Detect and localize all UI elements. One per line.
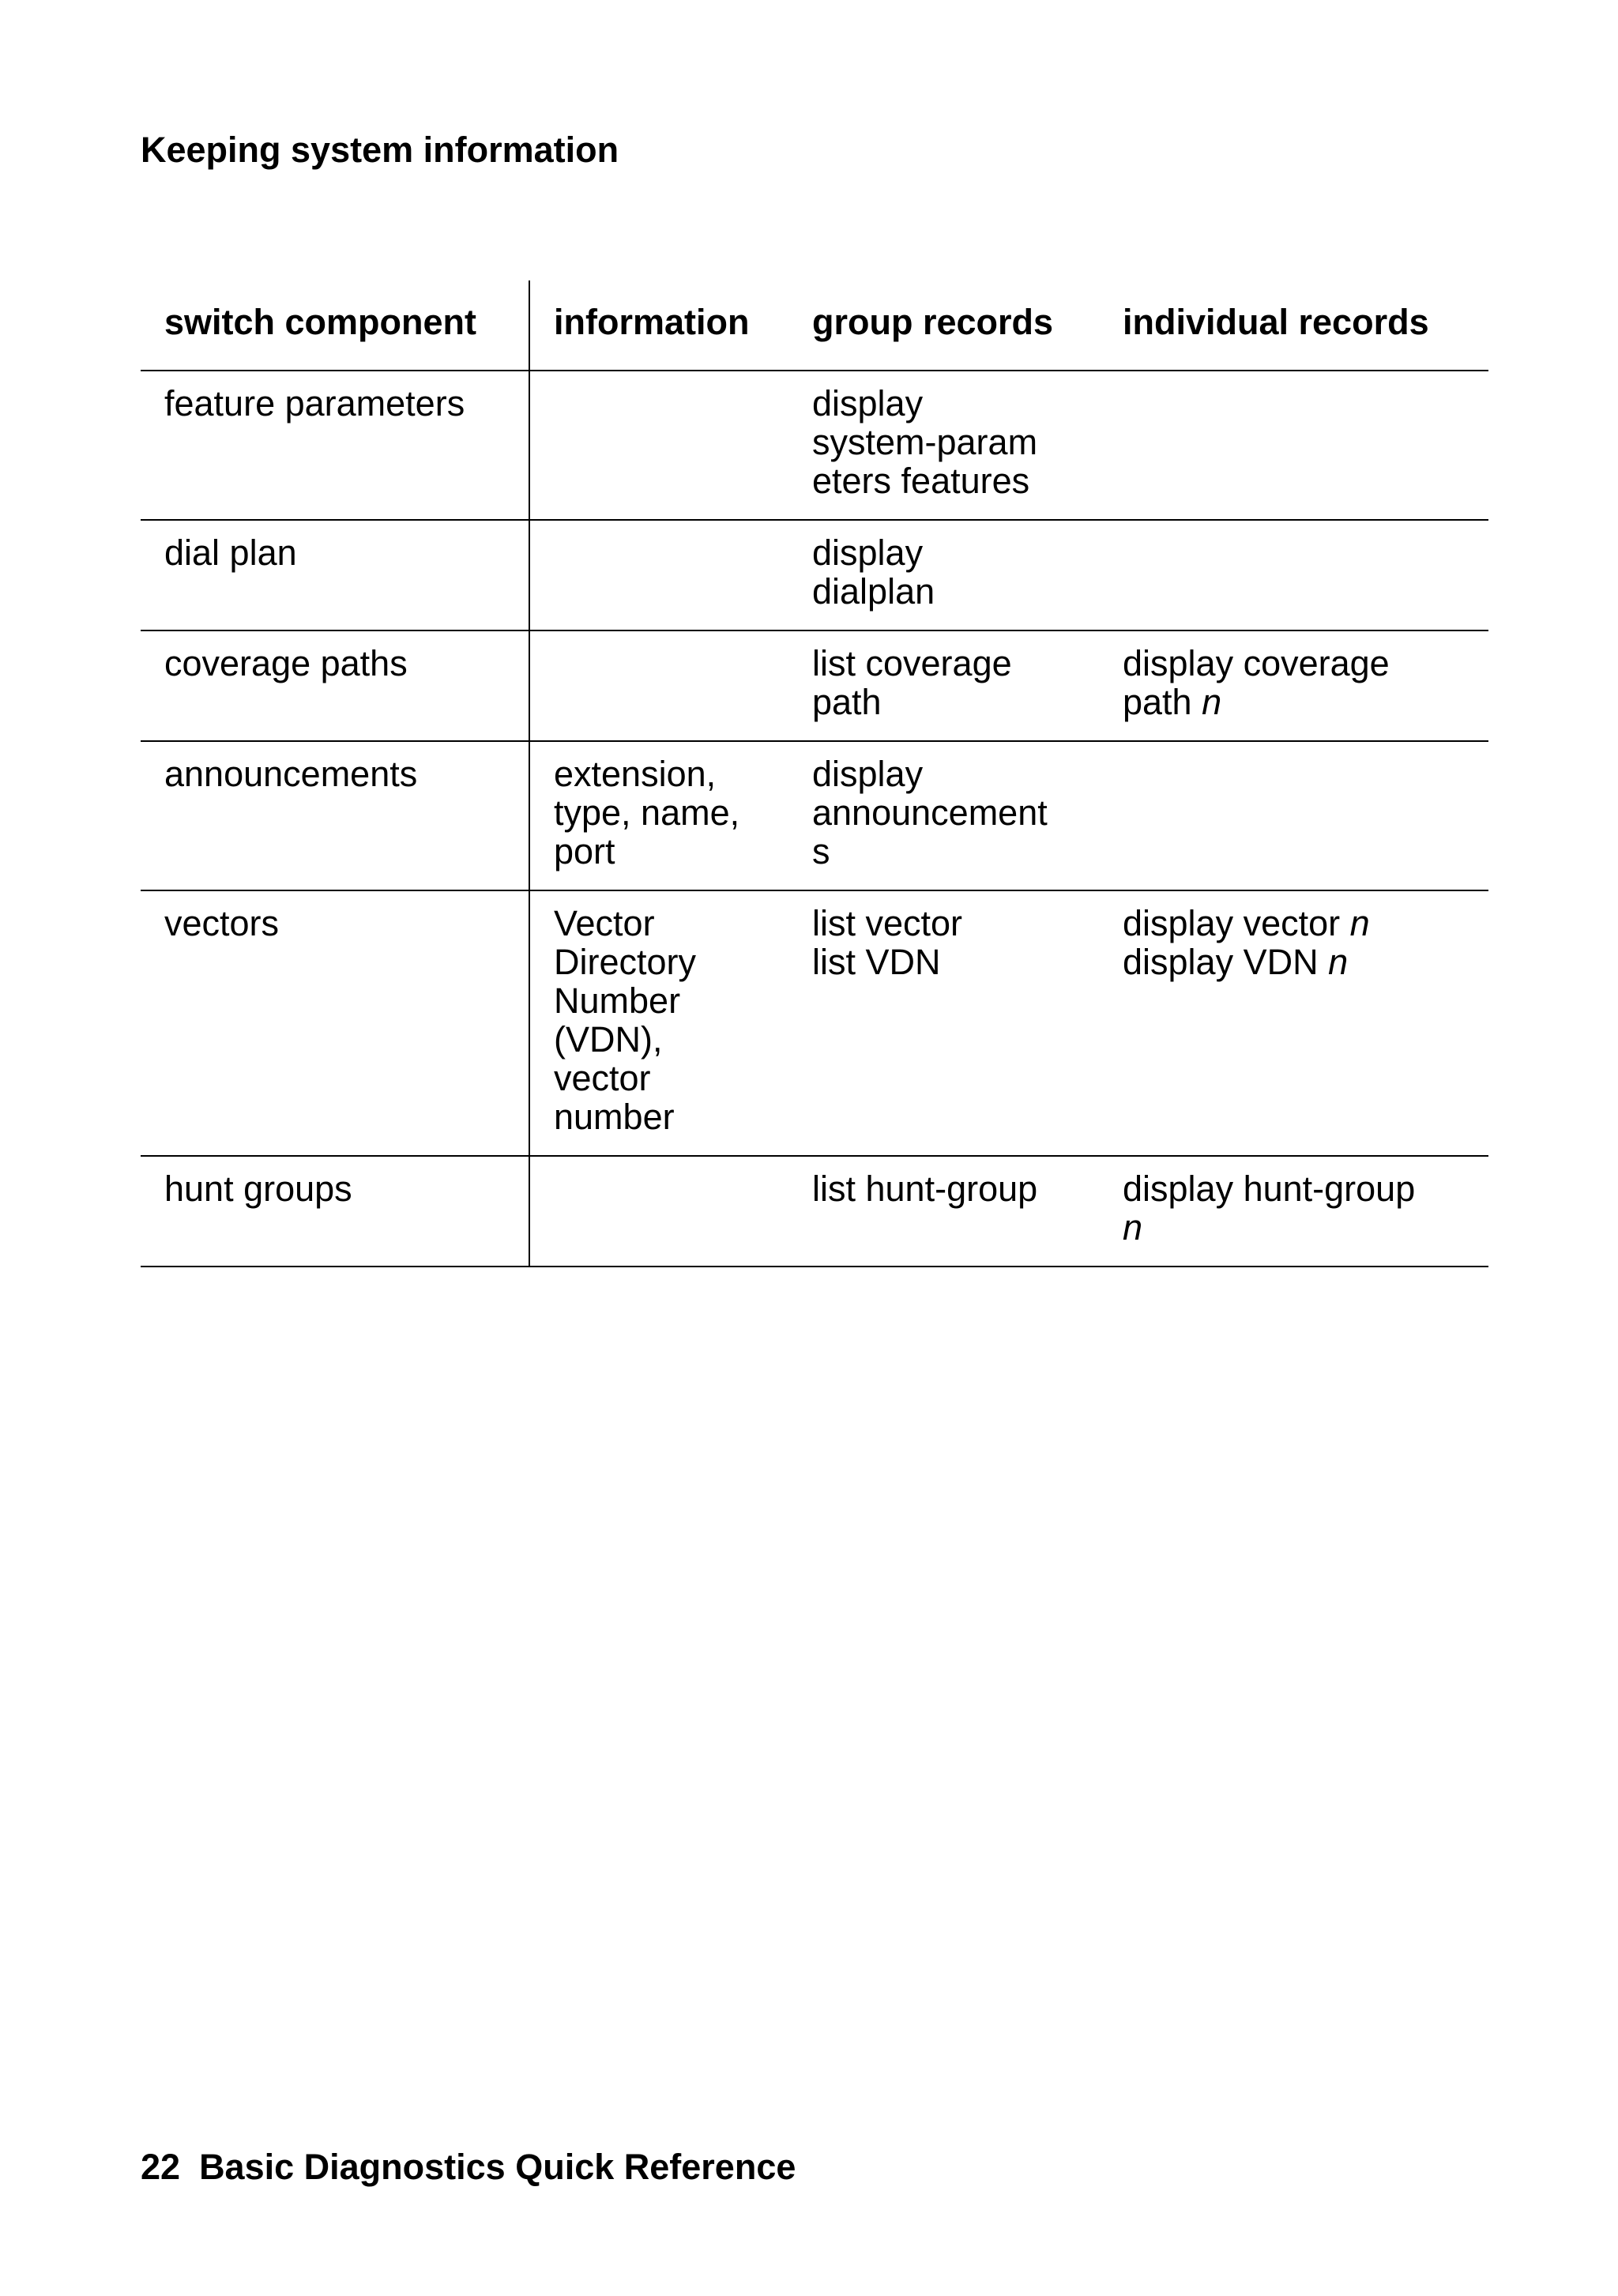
- individual-record-line: [1123, 1208, 1473, 1247]
- table-row: [141, 371, 1488, 520]
- page-footer: [141, 2147, 796, 2188]
- cell-switch-component: vectors: [141, 890, 529, 1156]
- command-variable: n: [1123, 1207, 1143, 1248]
- cell-individual-records: [1099, 630, 1488, 741]
- command-variable: n: [1202, 682, 1222, 722]
- cell-information: [529, 520, 788, 630]
- cell-individual-records: [1099, 371, 1488, 520]
- command-text: display coverage: [1123, 643, 1390, 683]
- cell-information: [529, 1156, 788, 1267]
- command-text: display VDN: [1123, 942, 1329, 982]
- cell-switch-component: announcements: [141, 741, 529, 890]
- table-body: [141, 371, 1488, 1267]
- command-text: display hunt-group: [1123, 1169, 1416, 1209]
- cell-individual-records: [1099, 741, 1488, 890]
- command-variable: n: [1349, 903, 1370, 943]
- cell-switch-component: coverage paths: [141, 630, 529, 741]
- cell-group-records: list hunt-group: [812, 1169, 1038, 1209]
- cell-information: [529, 630, 788, 741]
- header-switch-component: switch component: [141, 280, 529, 371]
- system-info-table-container: [141, 280, 1488, 1267]
- table-row: [141, 890, 1488, 1156]
- page-heading: Keeping system information: [141, 130, 619, 170]
- cell-group-records: list coverage path: [812, 643, 1012, 722]
- cell-switch-component: hunt groups: [141, 1156, 529, 1267]
- table-row: [141, 741, 1488, 890]
- individual-record-line: [1123, 683, 1473, 721]
- individual-record-line: [1123, 943, 1473, 981]
- cell-group-records: display announcement s: [812, 754, 1048, 871]
- cell-information: [529, 371, 788, 520]
- individual-record-line: [1123, 904, 1473, 943]
- header-information: information: [554, 302, 750, 342]
- table-header-row: [141, 280, 1488, 371]
- cell-information: extension, type, name, port: [554, 754, 740, 871]
- header-group-records: group records: [812, 302, 1054, 342]
- cell-group-records: display dialplan: [812, 533, 935, 612]
- cell-switch-component: feature parameters: [141, 371, 529, 520]
- table-row: [141, 630, 1488, 741]
- command-text: display vector: [1123, 903, 1350, 943]
- cell-individual-records: [1099, 520, 1488, 630]
- system-info-table: [141, 280, 1488, 1267]
- cell-individual-records: [1099, 890, 1488, 1156]
- cell-individual-records: [1099, 1156, 1488, 1267]
- cell-switch-component: dial plan: [141, 520, 529, 630]
- individual-record-line: [1123, 1169, 1473, 1208]
- individual-record-line: [1123, 644, 1473, 683]
- cell-information: Vector Directory Number (VDN), vector number: [554, 903, 697, 1137]
- table-row: [141, 1156, 1488, 1267]
- command-text: path: [1123, 682, 1202, 722]
- footer-title: Basic Diagnostics Quick Reference: [199, 2147, 796, 2187]
- table-row: [141, 520, 1488, 630]
- page-number: 22: [141, 2147, 181, 2187]
- command-variable: n: [1328, 942, 1349, 982]
- header-individual-records: individual records: [1123, 302, 1429, 342]
- cell-group-records: list vector list VDN: [812, 903, 963, 982]
- cell-group-records: display system-param eters features: [812, 383, 1038, 501]
